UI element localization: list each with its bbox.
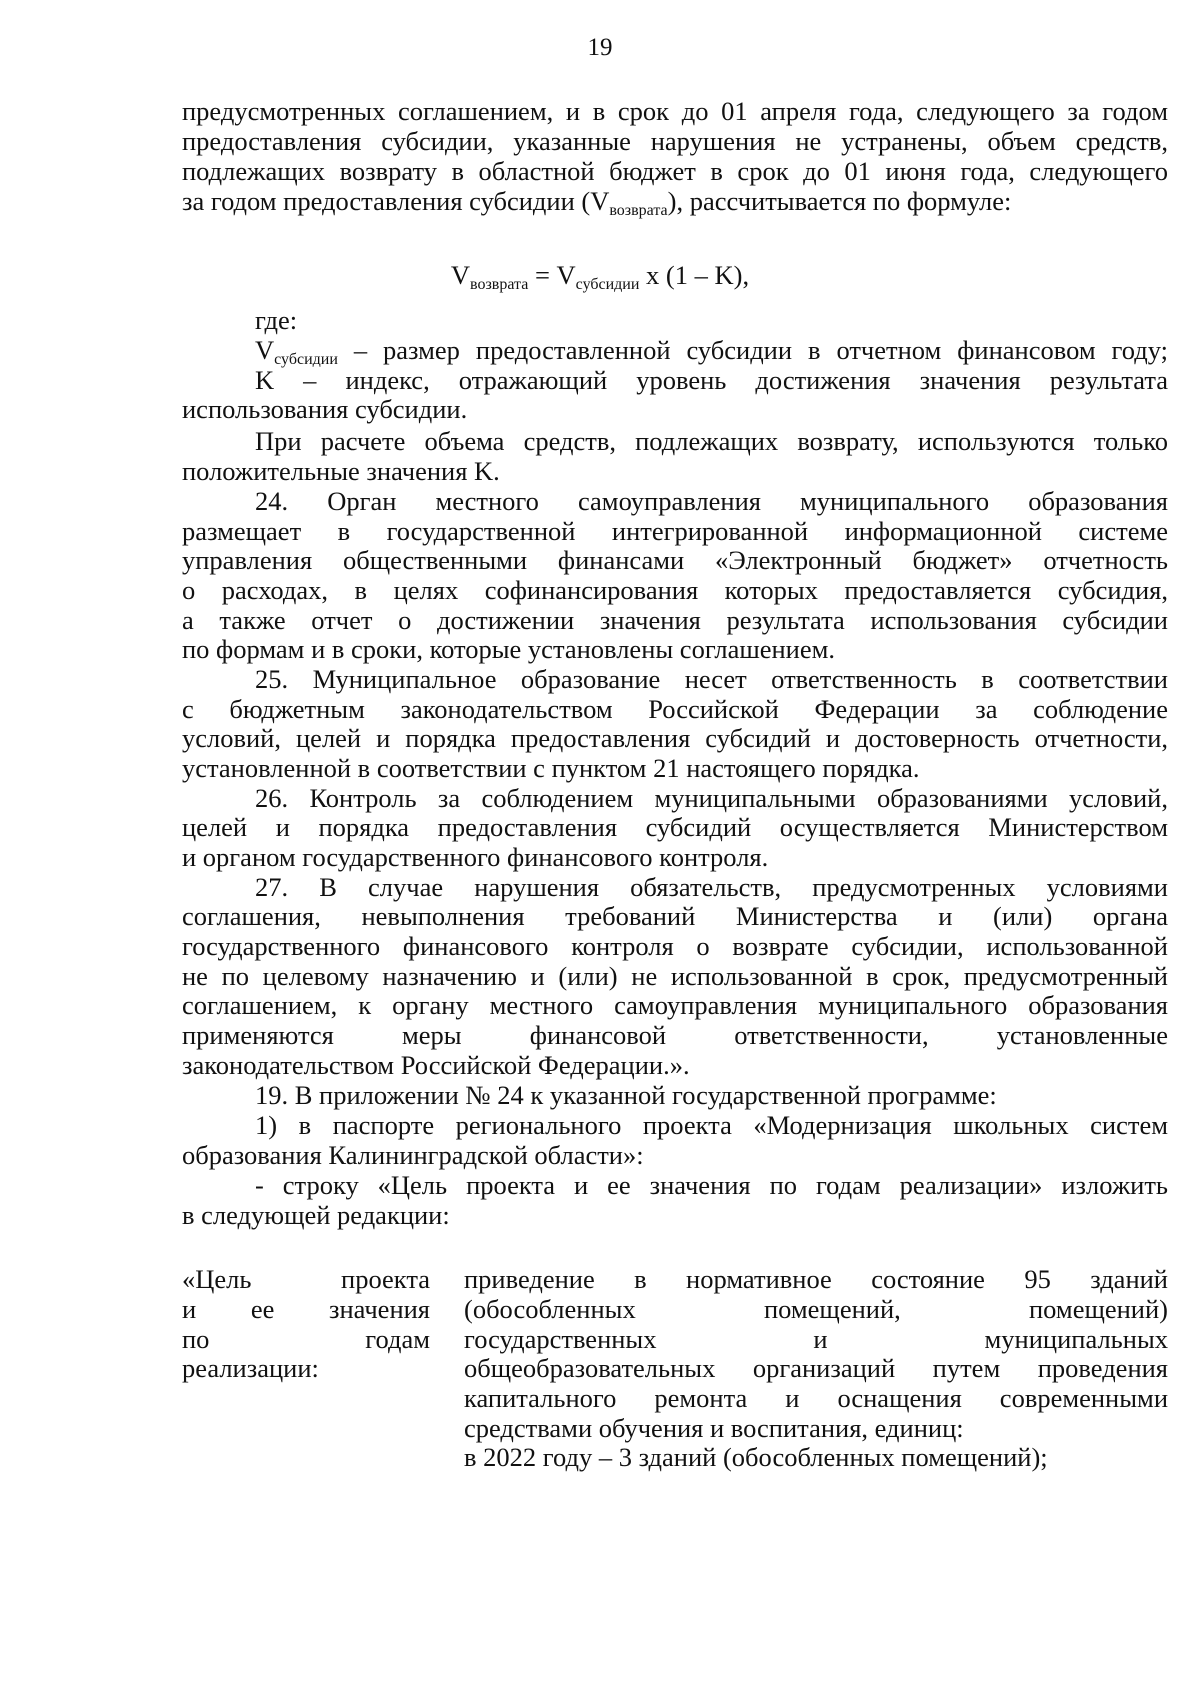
text-line: использования субсидии. bbox=[182, 394, 468, 424]
item-26-line: и органом государственного финансового контроля. bbox=[182, 842, 769, 872]
item-19-1-line: образования Калининградской области»: bbox=[182, 1140, 644, 1170]
item-19-line: 19. В приложении № 24 к указанной государственной программе: bbox=[255, 1080, 997, 1110]
item-25-line: условий, целей и порядка предоставления субсидий и достоверность отчетности, bbox=[182, 723, 1168, 753]
item-27-line: соглашения, невыполнения требований Министерства и (или) органа bbox=[182, 901, 1168, 931]
item-24-line: о расходах, в целях софинансирования которых предоставляется субсидия, bbox=[182, 575, 1168, 605]
text-line: При расчете объема средств, подлежащих возврату, используются только bbox=[255, 426, 1168, 456]
subscript: субсидии bbox=[575, 276, 640, 293]
item-19-2-line: в следующей редакции: bbox=[182, 1200, 450, 1230]
item-24-line: а также отчет о достижении значения результата использования субсидии bbox=[182, 605, 1168, 635]
text-line: за годом предоставления субсидии (Vвозврата), рассчитывается по формуле: bbox=[182, 186, 1012, 219]
definition-line: Vсубсидии – размер предоставленной субсидии в отчетном финансовом году; bbox=[255, 335, 1168, 368]
text-line: положительные значения K. bbox=[182, 456, 500, 486]
item-25-line: с бюджетным законодательством Российской Федерации за соблюдение bbox=[182, 694, 1168, 724]
subscript: возврата bbox=[470, 276, 529, 293]
item-24-line: 24. Орган местного самоуправления муниципального образования bbox=[255, 486, 1168, 516]
page-number: 19 bbox=[587, 34, 613, 61]
table-value-line: государственных и муниципальных bbox=[464, 1324, 1168, 1354]
item-19-2-line: - строку «Цель проекта и ее значения по годам реализации» изложить bbox=[255, 1170, 1168, 1200]
subscript: возврата bbox=[609, 202, 668, 219]
item-25-line: установленной в соответствии с пунктом 21 настоящего порядка. bbox=[182, 753, 920, 783]
formula: Vвозврата = Vсубсидии x (1 – K), bbox=[450, 260, 750, 293]
item-19-1-line: 1) в паспорте регионального проекта «Модернизация школьных систем bbox=[255, 1110, 1168, 1140]
item-27-line: не по целевому назначению и (или) не использованной в срок, предусмотренный bbox=[182, 961, 1168, 991]
table-label-line: и ее значения bbox=[182, 1294, 430, 1324]
text-line: предоставления субсидии, указанные нарушения не устранены, объем средств, bbox=[182, 126, 1168, 156]
item-25-line: 25. Муниципальное образование несет ответственность в соответствии bbox=[255, 664, 1168, 694]
table-value-line: общеобразовательных организаций путем проведения bbox=[464, 1353, 1168, 1383]
table-value-line: средствами обучения и воспитания, единиц: bbox=[464, 1413, 964, 1443]
item-24-line: по формам и в сроки, которые установлены соглашением. bbox=[182, 634, 836, 664]
table-value-line: приведение в нормативное состояние 95 зданий bbox=[464, 1264, 1168, 1294]
item-27-line: государственного финансового контроля о возврате субсидии, использованной bbox=[182, 931, 1168, 961]
table-value-line: (обособленных помещений, помещений) bbox=[464, 1294, 1168, 1324]
item-24-line: управления общественными финансами «Электронный бюджет» отчетность bbox=[182, 545, 1168, 575]
item-27-line: применяются меры финансовой ответственности, установленные bbox=[182, 1020, 1168, 1050]
item-26-line: целей и порядка предоставления субсидий осуществляется Министерством bbox=[182, 812, 1168, 842]
text-line: где: bbox=[255, 305, 298, 335]
table-label-line: реализации: bbox=[182, 1353, 319, 1383]
text-line: предусмотренных соглашением, и в срок до 01 апреля года, следующего за годом bbox=[182, 96, 1168, 126]
item-27-line: законодательством Российской Федерации.». bbox=[182, 1050, 690, 1080]
item-26-line: 26. Контроль за соблюдением муниципальными образованиями условий, bbox=[255, 783, 1168, 813]
table-value-line: капитального ремонта и оснащения современными bbox=[464, 1383, 1168, 1413]
table-label-line: по годам bbox=[182, 1324, 430, 1354]
item-27-line: 27. В случае нарушения обязательств, предусмотренных условиями bbox=[255, 872, 1168, 902]
definition-line: K – индекс, отражающий уровень достижения значения результата bbox=[255, 365, 1168, 395]
table-value-line: в 2022 году – 3 зданий (обособленных помещений); bbox=[464, 1442, 1048, 1472]
subscript: субсидии bbox=[274, 351, 338, 368]
item-24-line: размещает в государственной интегрированной информационной системе bbox=[182, 516, 1168, 546]
table-label-line: «Цель проекта bbox=[182, 1264, 430, 1294]
item-27-line: соглашением, к органу местного самоуправления муниципального образования bbox=[182, 990, 1168, 1020]
text-line: подлежащих возврату в областной бюджет в срок до 01 июня года, следующего bbox=[182, 156, 1168, 186]
